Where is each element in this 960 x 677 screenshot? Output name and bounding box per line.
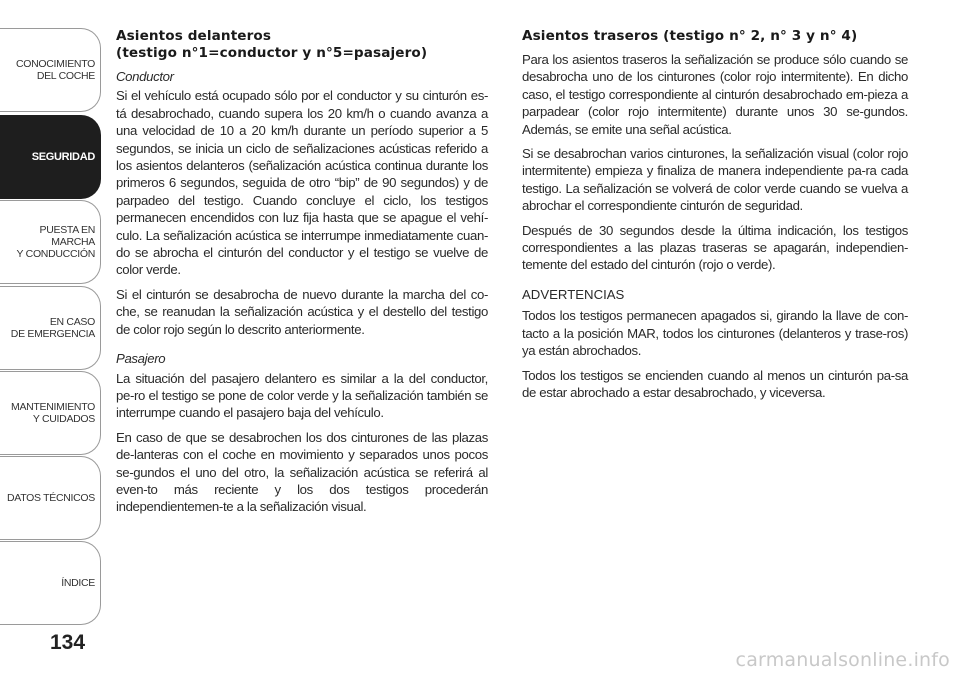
tab-en-caso-de-emergencia[interactable] xyxy=(0,286,101,370)
paragraph: Todos los testigos permanecen apagados si, girando la llave de con-tacto a la posición MAR, todos los cinturones (delanteros y trase-ros) ya están abrochados. xyxy=(522,308,908,359)
tab-puesta-en-marcha[interactable] xyxy=(0,200,101,284)
tab-label: PUESTA EN MARCHA Y CONDUCCIÓN xyxy=(16,224,95,260)
paragraph: Todos los testigos se encienden cuando al menos un cinturón pa-sa de estar abrochado a estar desabrochado, y viceversa. xyxy=(522,367,908,400)
front-seats-section xyxy=(116,28,488,523)
paragraph: Para los asientos traseros la señalización se produce sólo cuando se desabrocha uno de los cinturones (color rojo intermitente). En dicho caso, el testigo correspondiente al cinturón desabrochado em-pieza a parpadear (color rojo intermitente) durante unos 30 se-gundos. Además, se emite una señal acústica. xyxy=(522,52,908,137)
paragraph: Si el vehículo está ocupado sólo por el conductor y su cinturón es-tá desabrochado, cuando supera los 20 km/h o cuando avanza a una velocidad de 10 a 20 km/h durante un período superior a 5 segundos, se inicia un ciclo de señalizaciones acústicas referido a los asientos delanteros (señalización acústica continua durante los primeros 6 segundos, seguida de otro “bip” de 90 segundos) y de parpadeo del testigo. Cuando concluye el ciclo, los testigos permanecen encendidos con luz fija hasta que se apague el vehí-culo. La señalización acústica se interrumpe inmediatamente cuan-do se abrocha el cinturón del conductor y el testigo se vuelve de color verde. xyxy=(116,88,488,278)
tab-indice[interactable] xyxy=(0,541,101,625)
paragraph: La situación del pasajero delantero es similar a la del conductor, pe-ro el testigo se pone de color verde y la señalización también se interrumpe cuando el pasajero baja del vehículo. xyxy=(116,370,488,421)
rear-seats-section xyxy=(522,28,908,408)
tab-mantenimiento[interactable] xyxy=(0,371,101,455)
warnings-heading: ADVERTENCIAS xyxy=(522,286,625,302)
paragraph: Después de 30 segundos desde la última indicación, los testigos correspondientes a las plazas traseras se apagarán, independien-temente del estado del cinturón (rojo o verde). xyxy=(522,222,908,273)
paragraph: Si el cinturón se desabrocha de nuevo durante la marcha del co-che, se reanudan la señalización acústica y el destello del testigo de color rojo según lo descrito anteriormente. xyxy=(116,286,488,337)
chapter-sidebar xyxy=(0,0,101,677)
tab-seguridad[interactable] xyxy=(0,115,101,199)
section-title-line2: (testigo n°1=conductor y n°5=pasajero) xyxy=(116,45,428,61)
tab-datos-tecnicos[interactable] xyxy=(0,456,101,540)
page-number: 134 xyxy=(50,631,86,654)
paragraph: En caso de que se desabrochen los dos cinturones de las plazas de-lanteras con el coche en movimiento y separados unos pocos se-gundos el uno del otro, la señalización acústica se referirá al even-to más reciente y los dos testigos procederán independientemen-te a la señalización visual. xyxy=(116,429,488,515)
tab-label: EN CASO DE EMERGENCIA xyxy=(10,316,95,340)
subheading-pasajero: Pasajero xyxy=(116,351,166,367)
paragraph: Si se desabrochan varios cinturones, la señalización visual (color rojo intermitente) empieza y finaliza de manera independiente pa-ra cada testigo. La señalización se volverá de color verde cuando se vuelva a abrochar el correspondiente cinturón de seguridad. xyxy=(522,146,908,214)
tab-label: CONOCIMIENTO DEL COCHE xyxy=(15,58,95,82)
section-title xyxy=(116,28,488,62)
tab-label: MANTENIMIENTO Y CUIDADOS xyxy=(11,401,95,425)
section-title-line1: Asientos delanteros xyxy=(116,28,272,44)
tab-label: ÍNDICE xyxy=(61,577,95,589)
watermark: carmanualsonline.info xyxy=(735,649,950,671)
tab-conocimiento-del-coche[interactable] xyxy=(0,28,101,112)
tab-label: SEGURIDAD xyxy=(31,151,95,163)
subheading-conductor: Conductor xyxy=(116,69,174,84)
section-title: Asientos traseros (testigo n° 2, n° 3 y n° 4) xyxy=(522,28,858,44)
tab-label: DATOS TÉCNICOS xyxy=(7,492,95,504)
